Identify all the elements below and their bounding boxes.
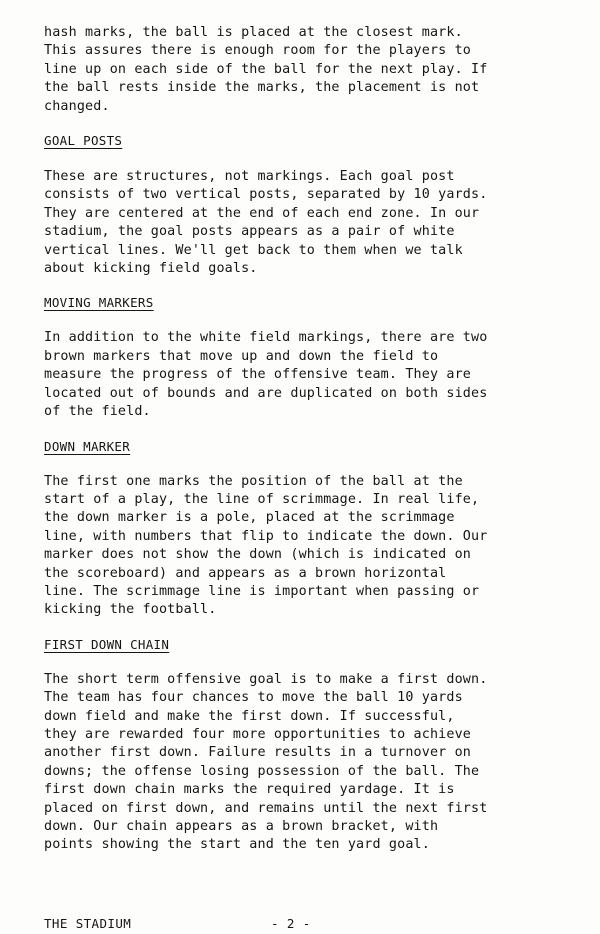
first-down-chain-paragraph: The short term offensive goal is to make a first down. The team has four chances to move the ball 10 yards down field and make the first down. If successful, they are rewarded four more opportunities to achieve another first down. Failure results in a turnover on downs; the offense losing possession of the ball. The first down chain marks the required yardage. It is placed on first down, and remains until the next first down. Our chain appears as a brown bracket, with points showing the start and the ten yard goal.: [44, 671, 488, 853]
goal-posts-heading: GOAL POSTS: [44, 133, 123, 149]
page-body: [44, 24, 559, 855]
down-marker-paragraph: The first one marks the position of the ball at the start of a play, the line of scrimmage. In real life, the down marker is a pole, placed at the scrimmage line, with numbers that flip to indicate the down. Our marker does not show the down (which is indicated on the scoreboard) and appears as a brown horizontal line. The scrimmage line is important when passing or kicking the football.: [44, 473, 488, 618]
moving-markers-heading: MOVING MARKERS: [44, 295, 154, 311]
intro-paragraph: hash marks, the ball is placed at the closest mark. This assures there is enough room for the players to line up on each side of the ball for the next play. If the ball rests inside the marks, the placement is not changed.: [44, 25, 488, 114]
first-down-chain-heading: FIRST DOWN CHAIN: [44, 636, 170, 652]
page-footer: [44, 916, 559, 932]
footer-title: THE STADIUM: [44, 916, 132, 931]
goal-posts-paragraph: These are structures, not markings. Each goal post consists of two vertical posts, separated by 10 yards. They are centered at the end of each end zone. In our stadium, the goal posts appears as a pair of white vertical lines. We'll get back to them when we talk about kicking field goals.: [44, 169, 488, 277]
page-number: - 2 -: [271, 916, 311, 931]
down-marker-heading: DOWN MARKER: [44, 438, 131, 454]
moving-markers-paragraph: In addition to the white field markings, there are two brown markers that move up and down the field to measure the progress of the offensive team. They are located out of bounds and are duplicated on both sides of the field.: [44, 330, 488, 420]
